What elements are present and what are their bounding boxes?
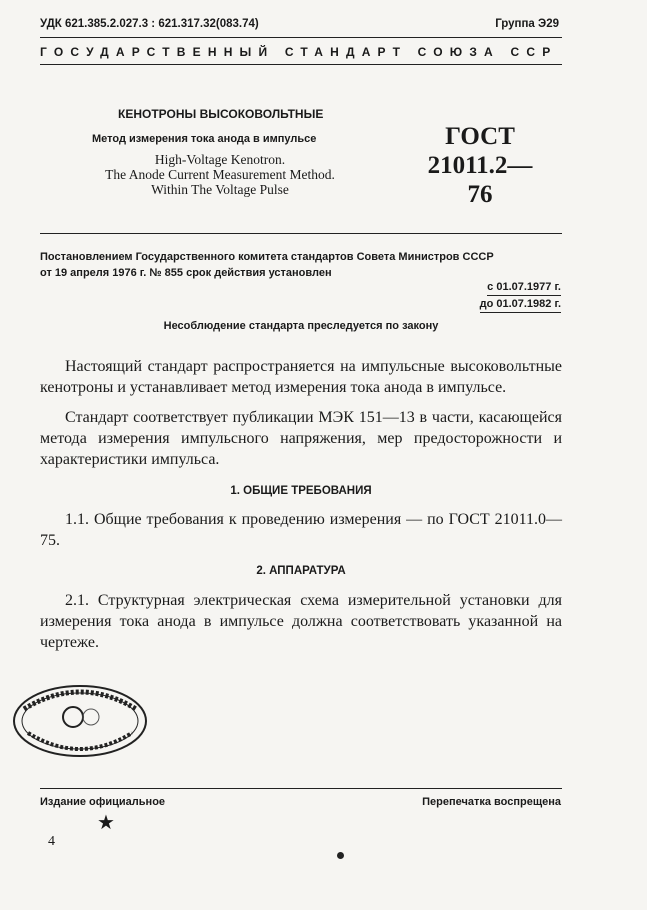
page-number: 4 [48, 834, 55, 849]
group-code: Группа Э29 [495, 18, 559, 30]
official-edition: Издание официальное [40, 796, 166, 808]
decree-rule [40, 233, 562, 234]
document-title: КЕНОТРОНЫ ВЫСОКОВОЛЬТНЫЕ [118, 107, 324, 121]
paragraph-1-1 [40, 509, 562, 551]
paragraph-iec-text: Стандарт соответствует публикации МЭК 151—13 в части, касающейся метода измерения импульсного напряжения, мер предосторожности и характеристики импульса. [40, 409, 562, 468]
paragraph-scope [40, 356, 562, 398]
paragraph-2-1-text: 2.1. Структурная электрическая схема измерительной установки для измерения тока анода в импульсе должна соответствовать указанной на чертеже. [40, 592, 562, 651]
english-title-line2: The Anode Current Measurement Method. [105, 167, 335, 182]
paragraph-iec [40, 407, 562, 470]
gost-number: 21011.2—76 [427, 152, 533, 208]
section-heading-general: 1. ОБЩИЕ ТРЕБОВАНИЯ [230, 485, 372, 497]
english-title-line3: Within The Voltage Pulse [151, 182, 289, 197]
document-subtitle: Метод измерения тока анода в импульсе [92, 133, 317, 145]
paragraph-1-1-text: 1.1. Общие требования к проведению измерения — по ГОСТ 21011.0—75. [40, 511, 562, 549]
valid-from: с 01.07.1977 г. [487, 279, 561, 296]
library-stamp-icon [10, 681, 150, 761]
english-title-line1: High-Voltage Kenotron. [154, 152, 286, 167]
validity-dates [480, 279, 561, 313]
decree-line1: Постановлением Государственного комитета стандартов Совета Министров СССР [40, 251, 494, 263]
english-title [70, 152, 370, 197]
decree-text [40, 249, 562, 281]
section-heading-apparatus: 2. АППАРАТУРА [256, 565, 346, 577]
paragraph-2-1 [40, 590, 562, 653]
top-rule [40, 37, 562, 38]
paragraph-scope-text: Настоящий стандарт распространяется на импульсные высоковольтные кенотроны и устанавливает метод измерения тока анода в импульсе. [40, 358, 562, 396]
udk-code: УДК 621.385.2.027.3 : 621.317.32(083.74) [40, 18, 259, 30]
footer-rule [40, 788, 562, 789]
dot-mark [337, 852, 344, 859]
gost-designation [420, 122, 540, 209]
valid-to: до 01.07.1982 г. [480, 296, 561, 313]
state-standard-heading: ГОСУДАРСТВЕННЫЙ СТАНДАРТ СОЮЗА ССР [40, 45, 558, 59]
gost-label: ГОСТ [445, 123, 515, 150]
star-icon: ★ [97, 812, 115, 834]
state-rule [40, 64, 562, 65]
law-warning: Несоблюдение стандарта преследуется по закону [163, 320, 439, 332]
decree-line2: от 19 апреля 1976 г. № 855 срок действия установлен [40, 267, 332, 279]
reprint-prohibited: Перепечатка воспрещена [422, 796, 561, 808]
